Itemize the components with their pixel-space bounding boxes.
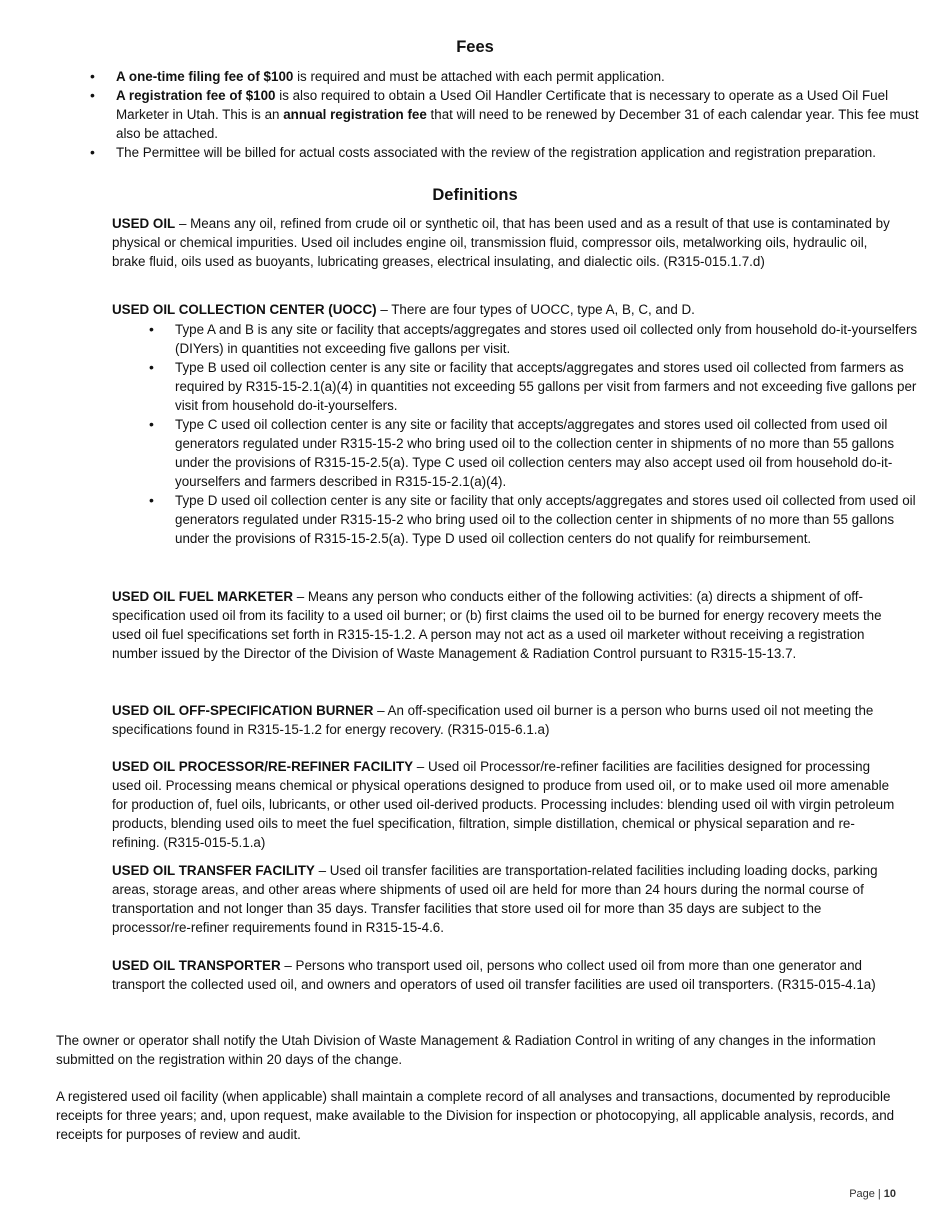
definition-text: – Used oil transfer facilities are transportation-related facilities including loading docks, parking areas, storage areas, and other areas where shipments of used oil are held for more than 24 hours during the normal course of transportation and not longer than 35 days. Transfer facilities that store used oil for more than 35 days are subject to the processor/re-refiner requirements found in R315-15-4.6.: [112, 863, 878, 935]
definition-term: USED OIL TRANSFER FACILITY: [112, 863, 315, 878]
fee-text: is required and must be attached with each permit application.: [293, 69, 665, 84]
record-paragraph: A registered used oil facility (when applicable) shall maintain a complete record of all analyses and transactions, documented by reproducible receipts for three years; and, upon request, make available to the Division for inspection or photocopying, all applicable analysis, records, and receipts for purposes of review and audit.: [56, 1089, 895, 1142]
page-label: Page: [849, 1188, 875, 1200]
fees-heading: Fees: [456, 38, 494, 56]
uocc-type-d: • Type D used oil collection center is any site or facility that only accepts/aggregates and stores used oil collected from used oil generators regulated under R315-15-2 who bring used oil to the collection center in shipments of no more than 55 gallons under the provisions of R315-15-2.5(a). Type D used oil collection centers do not qualify for reimbursement.: [175, 491, 921, 548]
definition-term: USED OIL TRANSPORTER: [112, 958, 281, 973]
definition-transporter: [112, 956, 902, 994]
fees-item-filing: [116, 67, 936, 86]
fee-text: is also required to obtain a Used Oil Handler Certificate that is necessary to operate as a Used Oil Fuel Marketer in Utah. This is an: [116, 88, 889, 122]
definition-fuel-marketer: [112, 587, 902, 663]
fees-item-billing: [116, 143, 936, 162]
fee-emphasis-annual: annual registration fee: [283, 107, 427, 122]
definition-processor: [112, 757, 902, 852]
page-footer: [849, 1185, 896, 1204]
uocc-types-list: [148, 320, 921, 548]
definitions-heading: Definitions: [432, 186, 518, 204]
definition-term: USED OIL FUEL MARKETER: [112, 589, 294, 604]
fee-emphasis: A one-time filing fee of $100: [116, 69, 294, 84]
definition-text: – Means any person who conducts either of the following activities: (a) directs a shipment of off-specification used oil from its facility to a used oil burner; or (b) first claims the used oil to be burned for energy recovery meets the used oil fuel specifications set forth in R315-15-1.2. A person may not act as a used oil marketer without receiving a registration number issued by the Director of the Division of Waste Management & Radiation Control pursuant to R315-15-13.7.: [112, 589, 882, 661]
definition-text: – Used oil Processor/re-refiner facilities are facilities designed for processing used oil. Processing means chemical or physical operations designed to produce from used oil, or to make used oil more amenable for production of, fuel oils, lubricants, or other used oil-derived products. Processing includes: blending used oil with virgin petroleum products, blending used oils to meet the fuel specification, filtration, simple distillation, chemical or physical separation and re-refining. (R315-015-5.1.a): [112, 759, 895, 850]
page-separator: |: [877, 1188, 881, 1200]
fee-emphasis: A registration fee of $100: [116, 88, 276, 103]
definition-text: – Persons who transport used oil, persons who collect used oil from more than one generator and transport the collected used oil, and owners and operators of used oil transfer facilities are used oil transporters. (R315-015-4.1a): [112, 958, 876, 992]
definition-used-oil: [112, 214, 902, 271]
definition-uocc: [112, 300, 902, 319]
definition-term: USED OIL COLLECTION CENTER (UOCC): [112, 302, 377, 317]
definition-text: – Means any oil, refined from crude oil or synthetic oil, that has been used and as a result of that use is contaminated by physical or chemical impurities. Used oil includes engine oil, transmission fluid, compressor oils, metalworking oils, hydraulic oil, brake fluid, oils used as buoyants, lubricating greases, electrical insulating, and dialectic oils. (R315-015.1.7.d): [112, 216, 890, 269]
definition-off-spec-burner: [112, 701, 902, 739]
fees-list: [80, 67, 936, 162]
definition-transfer-facility: [112, 861, 902, 937]
notify-paragraph: The owner or operator shall notify the Utah Division of Waste Management & Radiation Control in writing of any changes in the information submitted on the registration within 20 days of the change.: [56, 1033, 876, 1067]
uocc-type-c: • Type C used oil collection center is any site or facility that accepts/aggregates and stores used oil collected from used oil generators regulated under R315-15-2 who bring used oil to the collection center in shipments of no more than 55 gallons under the provisions of R315-15-2.5(a). Type C used oil collection centers may also accept used oil from household do-it-yourselfers and farmers described in R315-15-2.1(a)(4).: [175, 415, 921, 491]
fee-text: The Permittee will be billed for actual costs associated with the review of the registration application and registration preparation.: [116, 145, 876, 160]
definition-text: – There are four types of UOCC, type A, B, C, and D.: [376, 302, 695, 317]
uocc-type-a-b: • Type A and B is any site or facility that accepts/aggregates and stores used oil collected only from household do-it-yourselfers (DIYers) in quantities not exceeding five gallons per visit.: [175, 320, 921, 358]
definition-term: USED OIL PROCESSOR/RE-REFINER FACILITY: [112, 759, 414, 774]
fees-item-registration: [116, 86, 936, 143]
uocc-type-b: • Type B used oil collection center is any site or facility that accepts/aggregates and stores used oil collected from farmers as required by R315-15-2.1(a)(4) in quantities not exceeding 55 gallons per visit from farmers and not exceeding five gallons per visit from household do-it-yourselfers.: [175, 358, 921, 415]
page-number: 10: [883, 1188, 896, 1200]
fee-text: that will need to be renewed by December 31 of each calendar year. This fee must also be attached.: [116, 107, 919, 141]
definition-term: USED OIL OFF-SPECIFICATION BURNER: [112, 703, 374, 718]
definition-text: – An off-specification used oil burner is a person who burns used oil not meeting the specifications found in R315-15-1.2 for energy recovery. (R315-015-6.1.a): [112, 703, 874, 737]
definition-term: USED OIL: [112, 216, 176, 231]
